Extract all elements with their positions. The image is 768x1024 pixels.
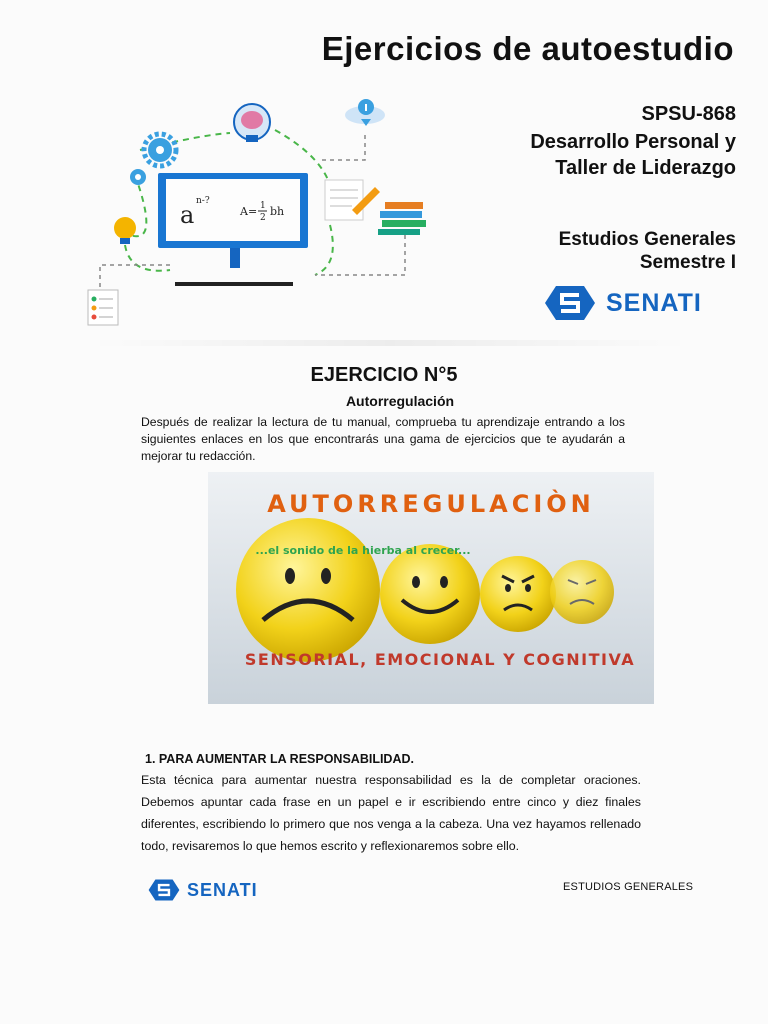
sad-emoji-large <box>236 518 380 662</box>
formula-bh: bh <box>270 205 285 218</box>
checklist-icon <box>88 290 118 325</box>
monitor-icon <box>158 173 308 286</box>
page-title: Ejercicios de autoestudio <box>321 30 734 67</box>
semester-label: Semestre I <box>639 252 736 273</box>
footer-department: ESTUDIOS GENERALES <box>563 881 694 893</box>
section-body: Esta técnica para aumentar nuestra responsabilidad es la de completar oraciones. Debemos apuntar cada frase en un papel e ir escribiendo entre cinco y diez finales diferentes, escribiendo lo primero que nos venga a la cabeza. Una vez hayamos rellenado todo, revisaremos lo que hemos escrito y reflexionaremos sobre ello. <box>141 773 641 853</box>
senati-logo-text: SENATI <box>187 879 258 900</box>
image-footer-text: SENSORIAL, EMOCIONAL Y COGNITIVA <box>244 650 636 669</box>
senati-logo-icon <box>148 878 180 902</box>
department-label: Estudios Generales <box>558 229 736 250</box>
senati-logo-text: SENATI <box>606 288 702 317</box>
autorregulacion-image <box>208 472 654 704</box>
formula-frac-num: 1 <box>260 201 266 211</box>
formula-area: A= <box>240 205 258 218</box>
header-divider <box>90 340 690 346</box>
books-icon <box>378 202 426 235</box>
exercise-subtitle: Autorregulación <box>345 393 455 409</box>
senati-logo-footer <box>148 878 258 902</box>
course-name-line1: Desarrollo Personal y <box>530 131 736 153</box>
course-code: SPSU-868 <box>641 103 736 125</box>
senati-logo-top <box>544 284 702 322</box>
formula-exponent: n-? <box>196 196 210 206</box>
senati-logo-icon <box>544 284 596 322</box>
image-heading: AUTORREGULACIÒN <box>267 490 595 518</box>
section-heading: 1. PARA AUMENTAR LA RESPONSABILIDAD. <box>145 752 414 766</box>
happy-emoji <box>380 544 480 644</box>
lightbulb-icon <box>114 217 136 244</box>
info-icon <box>345 99 385 126</box>
angry-emoji <box>480 556 556 632</box>
formula-frac-den: 2 <box>260 213 266 223</box>
formula-a: a <box>180 201 195 229</box>
course-name-line2: Taller de Liderazgo <box>555 157 736 179</box>
exercise-title: EJERCICIO N°5 <box>310 364 458 386</box>
image-caption-small: ...el sonido de la hierba al crecer... <box>255 544 471 557</box>
brain-idea-icon <box>234 104 270 142</box>
document-pencil-icon <box>325 180 380 220</box>
worried-emoji <box>550 560 614 624</box>
hero-illustration <box>80 95 440 335</box>
intro-paragraph: Después de realizar la lectura de tu manual, comprueba tu aprendizaje entrando a los siguientes enlaces en los que encontrarás una gama de ejercicios que te ayudarán a mejorar tu redacción. <box>141 415 625 463</box>
